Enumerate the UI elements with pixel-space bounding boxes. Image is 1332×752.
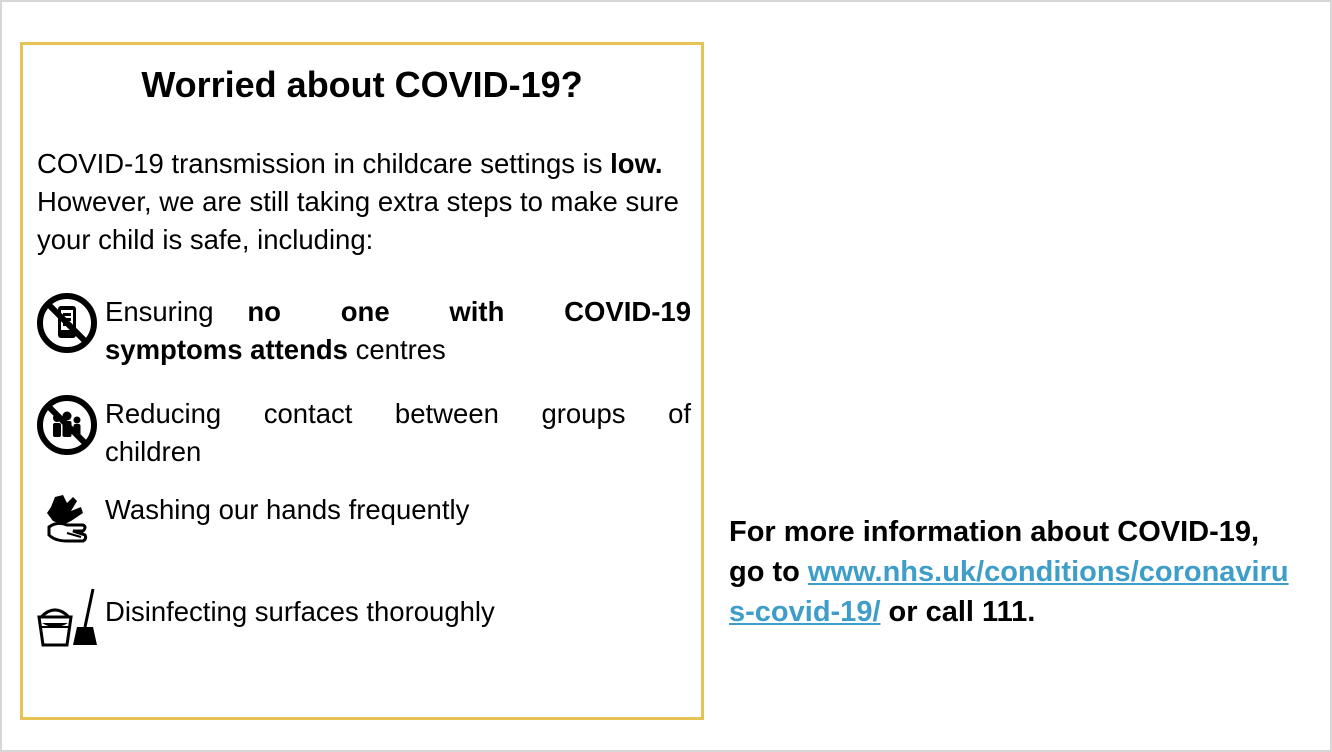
covid-info-box	[20, 42, 704, 720]
list-item-hand-washing	[37, 491, 691, 581]
item-prefix: Ensuring	[105, 296, 214, 327]
more-info-text	[729, 512, 1289, 632]
item-bold-1: no one with COVID-19	[247, 296, 692, 327]
item-line-1: Reducing contact between groups of	[105, 398, 691, 429]
info-text: For more information about COVID-19, go to	[729, 516, 1260, 588]
nhs-link[interactable]: www.nhs.uk/conditions/coronavirus-covid-19/	[729, 556, 1289, 628]
item-text	[105, 395, 691, 471]
list-item-disinfecting	[37, 587, 691, 677]
no-group-icon	[37, 395, 97, 455]
box-title: Worried about COVID-19?	[141, 64, 583, 105]
list-item-no-symptoms	[37, 293, 691, 383]
item-line-1	[105, 293, 691, 331]
item-text	[105, 293, 691, 369]
bucket-mop-icon	[37, 587, 97, 647]
item-text: Disinfecting surfaces thoroughly	[105, 596, 495, 627]
intro-text-2: However, we are still taking extra steps to make sure your child is safe, including:	[37, 186, 679, 255]
item-suffix: centres	[347, 334, 446, 365]
item-text: Washing our hands frequently	[105, 494, 470, 525]
info-call-text: or call 111.	[880, 596, 1036, 628]
list-item-reduce-contact	[37, 395, 691, 485]
intro-paragraph	[37, 145, 691, 259]
no-phone-icon	[37, 293, 97, 353]
intro-bold: low.	[610, 148, 663, 179]
item-bold-2: symptoms attends	[105, 334, 348, 365]
item-line-2: children	[105, 436, 202, 467]
intro-text-1: COVID-19 transmission in childcare settings is	[37, 148, 603, 179]
item-line-2	[105, 334, 446, 365]
hand-washing-icon	[37, 491, 97, 551]
